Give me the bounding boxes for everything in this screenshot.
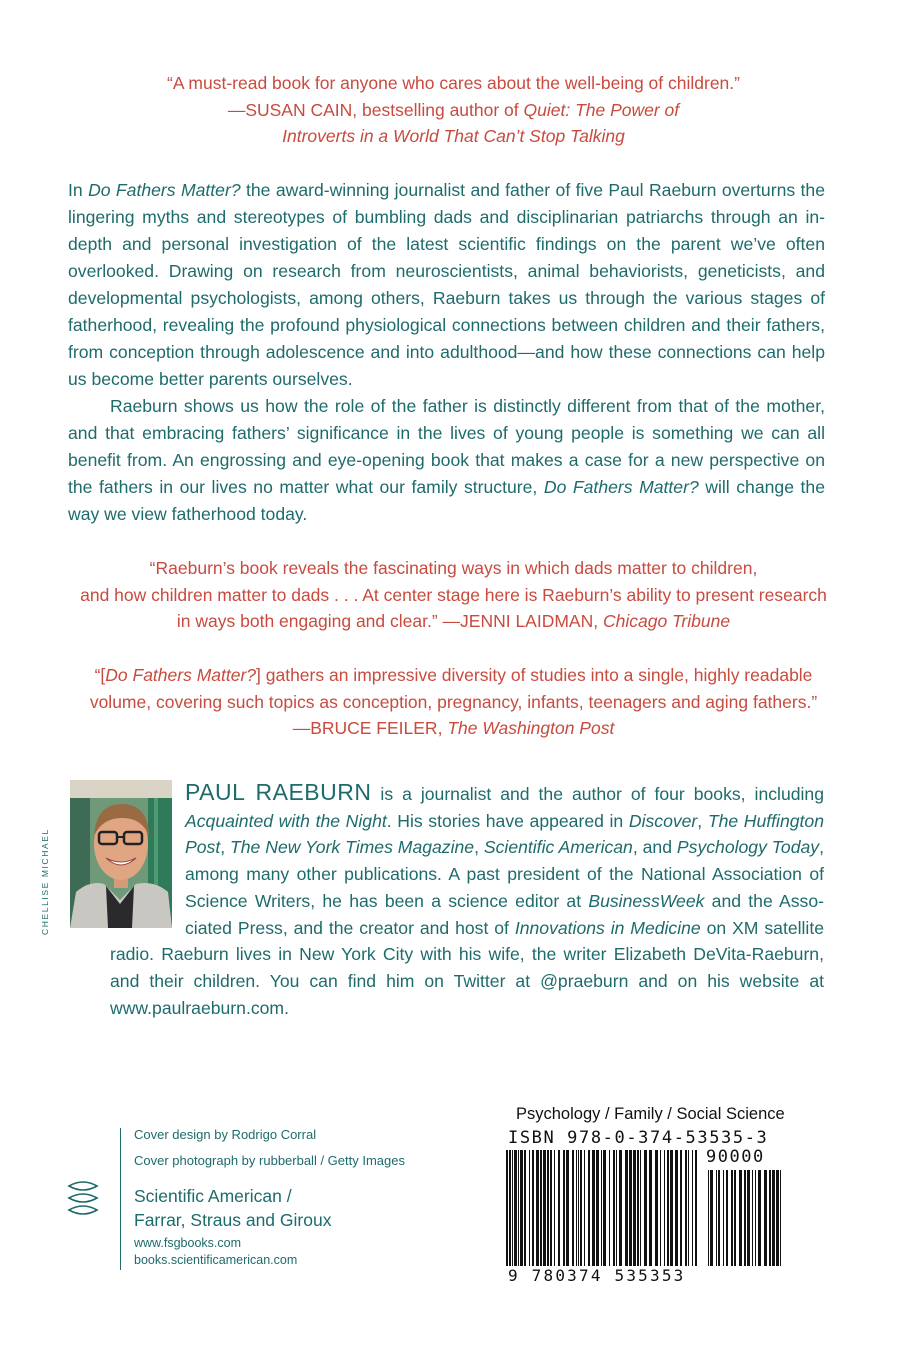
barcode-bar [625, 1150, 628, 1266]
barcode-bar [637, 1150, 639, 1266]
top-quote-book-title: Introverts in a World That Can’t Stop Talking [282, 126, 625, 146]
barcode-bar [692, 1150, 693, 1266]
barcode-bar [616, 1150, 617, 1266]
subject-category: Psychology / Family / Social Science [516, 1105, 785, 1123]
barcode-bar [708, 1170, 709, 1266]
barcode-bar [578, 1150, 579, 1266]
review-quote-line: “Raeburn’s book reveals the fascinating ways in which dads matter to children, [149, 558, 758, 578]
barcode-bar [670, 1150, 673, 1266]
review-quote-line: “[Do Fathers Matter?] gathers an impressive diversity of studies into a single, highly readable [94, 665, 813, 685]
barcode-bar [603, 1150, 606, 1266]
isbn-label: ISBN 978-0-374-53535-3 [508, 1128, 769, 1148]
review-quote-tribune [60, 555, 847, 635]
barcode-bar [747, 1170, 750, 1266]
barcode-bar [758, 1170, 761, 1266]
price-code: 90000 [706, 1147, 765, 1167]
barcode-bar [619, 1150, 622, 1266]
publisher-fish-logo-icon [66, 1178, 100, 1218]
barcode-bar [755, 1170, 756, 1266]
barcode-bar [718, 1170, 720, 1266]
review-quote-line: and how children matter to dads . . . At center stage here is Raeburn’s ability to present research [80, 584, 827, 605]
barcode-bar [649, 1150, 652, 1266]
barcode-bar [667, 1150, 669, 1266]
price-addon-barcode [708, 1170, 786, 1266]
barcode-bar [655, 1150, 658, 1266]
barcode-bar [613, 1150, 615, 1266]
barcode-bar [543, 1150, 546, 1266]
barcode-bar [726, 1170, 728, 1266]
publisher-divider [120, 1128, 121, 1270]
barcode-bar [772, 1170, 775, 1266]
barcode-bar [563, 1150, 565, 1266]
barcode-bar [536, 1150, 539, 1266]
barcode-bar [576, 1150, 577, 1266]
book-description [68, 177, 825, 528]
barcode-bar [524, 1150, 526, 1266]
barcode-bar [601, 1150, 602, 1266]
barcode-bar [633, 1150, 636, 1266]
barcode-bar [680, 1150, 682, 1266]
publisher-name-line-1: Scientific American / [134, 1186, 292, 1206]
barcode-bar [688, 1150, 689, 1266]
review-quote-attribution: in ways both engaging and clear.” —JENNI LAIDMAN, Chicago Tribune [176, 611, 731, 631]
barcode-bar [710, 1170, 713, 1266]
author-name: PAUL RAEBURN [185, 779, 372, 805]
top-quote-attribution: —SUSAN CAIN, bestselling author of Quiet: The Power of [227, 99, 680, 120]
barcode-bar [776, 1170, 779, 1266]
review-quote-post [60, 662, 847, 742]
top-quote-text: “A must-read book for anyone who cares about the well-being of children.” [167, 73, 740, 93]
barcode-bar [596, 1150, 599, 1266]
barcode-bar [734, 1170, 736, 1266]
barcode-bar [584, 1150, 585, 1266]
description-paragraph-2: Raeburn shows us how the role of the father is distinctly different from that of the mother, and that embracing fathers’ significance in the lives of young people is something we can all benefit from. An engrossing and eye-opening book that makes a case for a new perspective on the fathers in our lives no matter what our family structure, Do Fathers Matter? will change the way we view fatherhood today. [68, 396, 825, 524]
barcode-bar [739, 1170, 742, 1266]
review-quote-line: volume, covering such topics as conception, pregnancy, infants, teenagers and aging fathers.” [89, 691, 818, 712]
publisher-name-line-2: Farrar, Straus and Giroux [134, 1210, 332, 1230]
barcode-bar [506, 1150, 508, 1266]
barcode-bar [769, 1170, 771, 1266]
barcode-bar [695, 1150, 697, 1266]
photo-credit: CHELLISE MICHAEL [40, 828, 50, 935]
photo-spacer [110, 779, 185, 934]
review-quote-attribution: —BRUCE FEILER, The Washington Post [292, 718, 615, 738]
barcode-bar [558, 1150, 560, 1266]
description-paragraph-1: In Do Fathers Matter? the award-winning journalist and father of five Paul Raeburn overturns the lingering myths and stereotypes of bumbling dads and disciplinarian patriarchs through an in-depth and personal investigation of the latest scientific findings on the parent we’ve often overlooked. Drawing on research from neuroscientists, animal behaviorists, geneticists, and developmental psychologists, among others, Raeburn takes us through the various stages of fatherhood, revealing the profound physiological connections between children and their fathers, from conception through adolescence and into adulthood—and how these connections can help us become better parents ourselves. [68, 180, 825, 389]
cover-photo-credit: Cover photograph by rubberball / Getty Images [134, 1153, 405, 1168]
barcode-bar [629, 1150, 632, 1266]
barcode-bar [566, 1150, 569, 1266]
author-bio: PAUL RAEBURN is a journalist and the author of four books, including Acquainted with the Night. His stories have appeared in Discover, The Huffington Post, The New York Times Magazine, Scientific American, and Psychology Today, among many other publications. A past president of the National Association of Science Writers, he has been a science editor at BusinessWeek and the Associated Press, and the creator and host of Innovations in Medicine on XM satellite radio. Raeburn lives in New York City with his wife, the writer Elizabeth DeVita-Raeburn, and their children. You can find him on Twitter at @praeburn and on his website at www.paulraeburn.com. [110, 779, 825, 1018]
barcode-bar [512, 1150, 513, 1266]
barcode-bar [685, 1150, 687, 1266]
top-quote [60, 70, 847, 150]
barcode-bar [644, 1150, 647, 1266]
barcode-bar [752, 1170, 753, 1266]
barcode-bar [580, 1150, 582, 1266]
barcode-bar [509, 1150, 511, 1266]
barcode-bar [764, 1170, 767, 1266]
barcode-bar [520, 1150, 523, 1266]
publisher-url-sciam: books.scientificamerican.com [134, 1253, 298, 1267]
barcode-bar [780, 1170, 781, 1266]
cover-design-credit: Cover design by Rodrigo Corral [134, 1127, 317, 1142]
barcode-bar [675, 1150, 678, 1266]
barcode-bar [514, 1150, 517, 1266]
barcode-bar [592, 1150, 595, 1266]
barcode-bar [529, 1150, 530, 1266]
barcode-bar [518, 1150, 519, 1266]
barcode-bar [664, 1150, 665, 1266]
barcode-bar [532, 1150, 534, 1266]
barcode-bar [550, 1150, 552, 1266]
barcode-bar [640, 1150, 641, 1266]
barcode-bar [554, 1150, 555, 1266]
barcode-bar [609, 1150, 610, 1266]
barcode-bar [723, 1170, 724, 1266]
barcode-bar [716, 1170, 717, 1266]
publisher-url-fsg: www.fsgbooks.com [134, 1236, 241, 1250]
barcode-bar [547, 1150, 549, 1266]
ean-digits: 9 780374 535353 [508, 1266, 686, 1285]
barcode-bar [572, 1150, 574, 1266]
barcode-bar [731, 1170, 733, 1266]
ean-barcode [506, 1150, 698, 1266]
barcode-bar [588, 1150, 590, 1266]
barcode-bar [744, 1170, 746, 1266]
barcode-bar [540, 1150, 542, 1266]
barcode-bar [660, 1150, 661, 1266]
